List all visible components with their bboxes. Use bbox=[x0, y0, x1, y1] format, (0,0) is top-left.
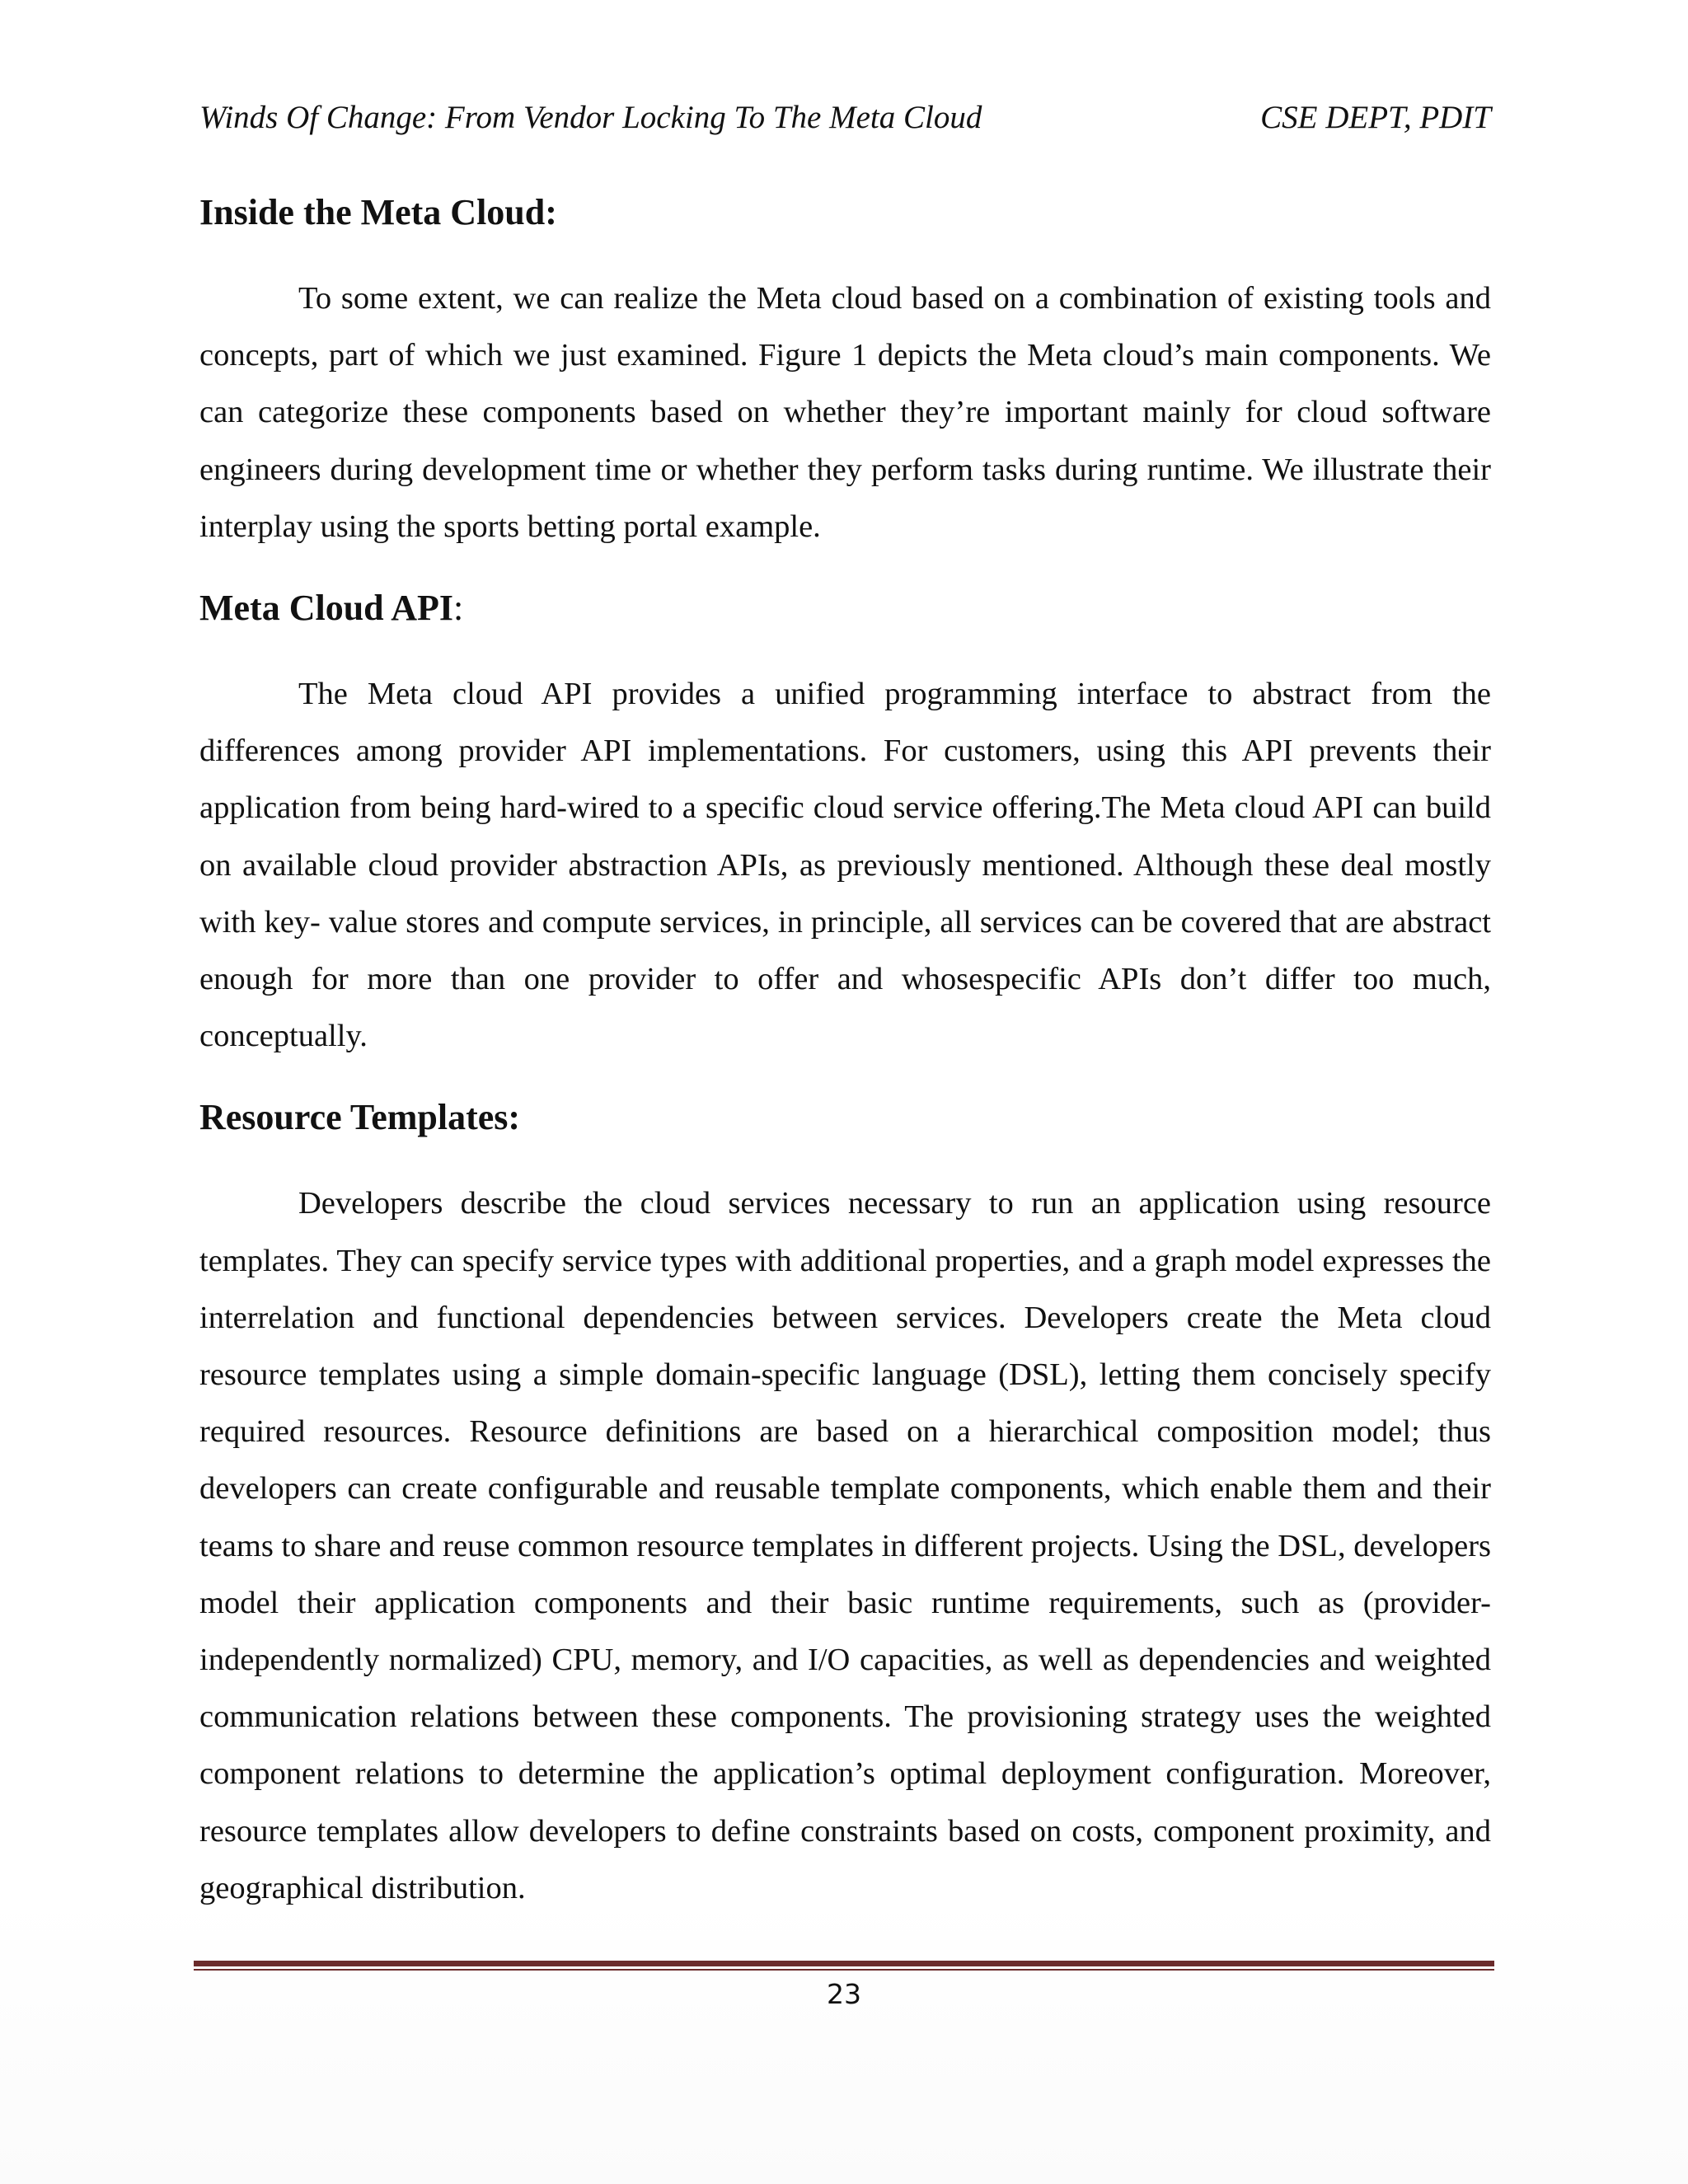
paragraph-resource-templates: Developers describe the cloud services necessary to run an application using resource templates. They can specify service types with additional properties, and a graph model expresses the interrelation and functional dependencies between services. Developers create the Meta cloud resource templates using a simple domain-specific language (DSL), letting them concisely specify required resources. Resource definitions are based on a hierarchical composition model; thus developers can create configurable and reusable template components, which enable them and their teams to share and reuse common resource templates in different projects. Using the DSL, developers model their application components and their basic runtime requirements, such as (provider- independently normalized) CPU, memory, and I/O capacities, as well as dependencies and weighted communication relations between these components. The provisioning strategy uses the weighted component relations to determine the application’s optimal deployment configuration. Moreover, resource templates allow developers to define constraints based on costs, component proximity, and geographical distribution. bbox=[199, 1186, 1491, 1905]
running-header bbox=[199, 93, 1491, 143]
section-heading-inside-meta-cloud bbox=[199, 188, 1491, 237]
paragraph-meta-cloud-api: The Meta cloud API provides a unified programming interface to abstract from the differences among provider API implementations. For customers, using this API prevents their application from being hard-wired to a specific cloud service offering.The Meta cloud API can build on available cloud provider abstraction APIs, as previously mentioned. Although these deal mostly with key- value stores and compute services, in principle, all services can be covered that are abstract enough for more than one provider to offer and whosespecific APIs don’t differ too much, conceptually. bbox=[199, 677, 1491, 1054]
footer-rule bbox=[194, 1961, 1494, 1971]
footer-rule-thin-line bbox=[194, 1969, 1494, 1971]
section-heading-text: Meta Cloud API bbox=[199, 588, 453, 629]
page-number: 23 bbox=[827, 1978, 861, 2010]
section-heading-text: Resource Templates: bbox=[199, 1097, 521, 1138]
footer-rule-thick-line bbox=[194, 1961, 1494, 1966]
page-background-shade bbox=[0, 1896, 1688, 2184]
section-heading-suffix: : bbox=[453, 588, 464, 629]
section-heading-meta-cloud-api bbox=[199, 583, 1491, 633]
section-heading-text: Inside the Meta Cloud: bbox=[199, 192, 557, 232]
header-department: CSE DEPT, PDIT bbox=[1260, 100, 1491, 135]
page-body bbox=[199, 188, 1491, 1917]
paragraph-inside-meta-cloud: To some extent, we can realize the Meta cloud based on a combination of existing tools and concepts, part of which we just examined. Figure 1 depicts the Meta cloud’s main components. We can categorize these components based on whether they’re important mainly for cloud software engineers during development time or whether they perform tasks during runtime. We illustrate their interplay using the sports betting portal example. bbox=[199, 281, 1491, 544]
header-title: Winds Of Change: From Vendor Locking To The Meta Cloud bbox=[199, 100, 982, 135]
section-heading-resource-templates bbox=[199, 1093, 1491, 1142]
